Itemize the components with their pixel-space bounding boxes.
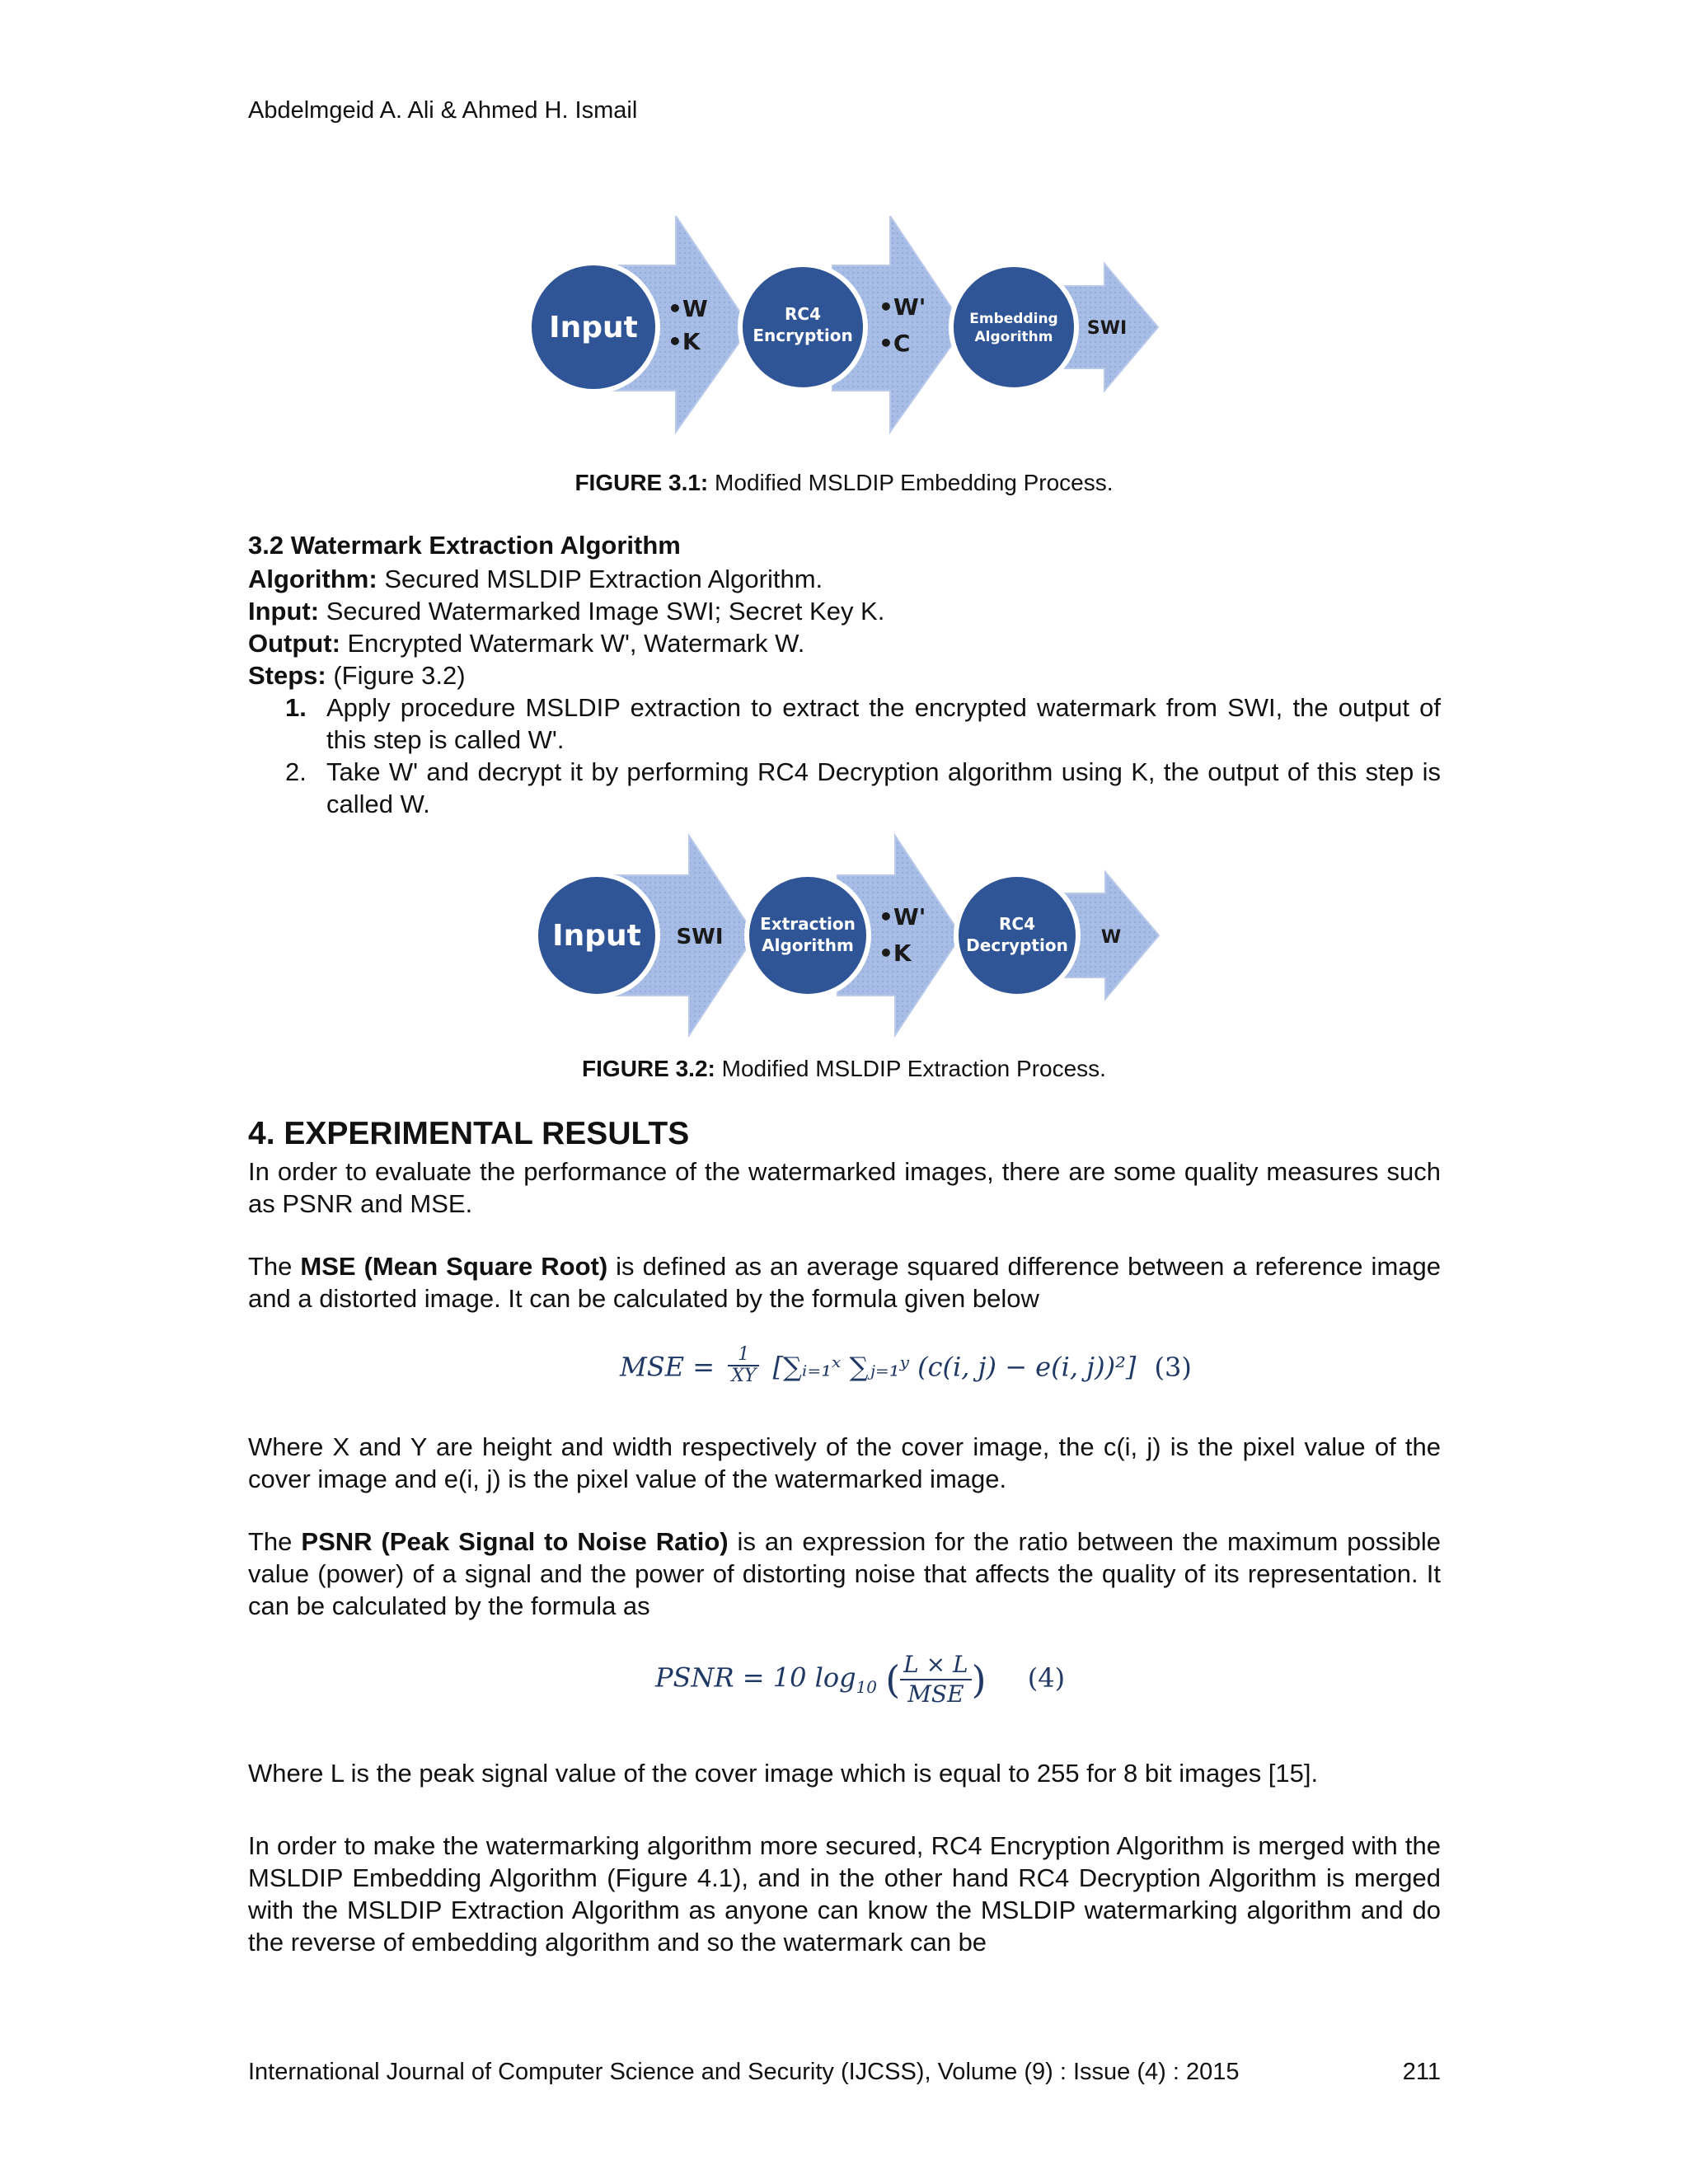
extraction-label: Extraction	[760, 914, 856, 934]
mse-lhs: MSE =	[620, 1351, 715, 1383]
step-1: 1. Apply procedure MSLDIP extraction to extract the encrypted watermark from SWI, the output of this step is called W'.	[285, 693, 1441, 754]
embedding-algorithm-circle	[951, 265, 1076, 390]
figure-3-2-caption	[0, 1056, 1688, 1082]
w-label: W	[1100, 927, 1122, 948]
running-header: Abdelmgeid A. Ali & Ahmed H. Ismail	[248, 97, 638, 124]
step-2: 2. Take W' and decrypt it by performing RC4 Decryption algorithm using K, the output of this step is called W.	[285, 757, 1441, 818]
bullet-k: •K	[879, 940, 912, 967]
input-label: Input	[549, 311, 638, 344]
figure-3-1-caption	[0, 470, 1688, 496]
bullet-w-prime: •W'	[879, 903, 926, 930]
mse-formula	[620, 1344, 1192, 1390]
algorithm-label: Algorithm	[762, 935, 854, 955]
bullet-k: •K	[668, 328, 701, 355]
caption-text: Modified MSLDIP Embedding Process.	[708, 470, 1114, 495]
intro-paragraph: In order to evaluate the performance of the watermarked images, there are some quality measures such as PSNR and MSE.	[248, 1157, 1441, 1218]
embedding-label: Embedding	[969, 311, 1058, 327]
algorithm-line: Algorithm: Secured MSLDIP Extraction Algorithm.	[248, 565, 823, 593]
page-number: 211	[1402, 2059, 1441, 2085]
decryption-label: Decryption	[966, 935, 1068, 955]
swi-label: SWI	[676, 925, 724, 949]
steps-line: Steps: (Figure 3.2)	[248, 661, 466, 690]
mse-eq-number: (3)	[1154, 1351, 1192, 1383]
closing-paragraph: In order to make the watermarking algorithm more secured, RC4 Encryption Algorithm is merged with the MSLDIP Embedding Algorithm (Figure 4.1), and in the other hand RC4 Decryption Algorithm is merged with the MSLDIP Extraction Algorithm as anyone can know the MSLDIP watermarking algorithm and do the reverse of embedding algorithm and so the watermark can be	[248, 1831, 1441, 1957]
algorithm-label: Algorithm	[974, 329, 1053, 345]
mse-body: [∑ᵢ₌₁ˣ ∑ⱼ₌₁ʸ (c(i, j) − e(i, j))²]	[772, 1351, 1137, 1383]
psnr-where-paragraph: Where L is the peak signal value of the cover image which is equal to 255 for 8 bit images [15].	[248, 1759, 1319, 1788]
input-label: Input	[552, 919, 641, 953]
psnr-eq-number: (4)	[1027, 1661, 1066, 1694]
rc4-label: RC4	[999, 914, 1035, 934]
psnr-formula: PSNR = 10 $\log_{10}$ ( L × L MSE ) (4)	[655, 1651, 1066, 1708]
input-line: Input: Secured Watermarked Image SWI; Secret Key K.	[248, 597, 885, 626]
output-line: Output: Encrypted Watermark W', Watermark W.	[248, 629, 805, 658]
psnr-lhs: PSNR = 10 log	[655, 1661, 856, 1694]
mse-fraction: $\frac{1}{XY}$	[728, 1345, 759, 1386]
figure-3-2-diagram	[524, 826, 1184, 1048]
caption-label: FIGURE 3.1:	[574, 470, 709, 495]
mse-where-paragraph: Where X and Y are height and width respectively of the cover image, the c(i, j) is the pixel value of the cover image and e(i, j) is the pixel value of the watermarked image.	[248, 1432, 1441, 1493]
encryption-label: Encryption	[753, 326, 853, 345]
section-heading: 3.2 Watermark Extraction Algorithm	[248, 531, 681, 560]
swi-label: SWI	[1086, 318, 1128, 339]
bullet-c: •C	[879, 330, 911, 357]
caption-label: FIGURE 3.2:	[582, 1056, 715, 1081]
section-4-heading: 4. EXPERIMENTAL RESULTS	[248, 1116, 690, 1151]
psnr-sub: 10	[856, 1676, 878, 1697]
mse-paragraph: The MSE (Mean Square Root) is defined as an average squared difference between a reference image and a distorted image. It can be calculated by the formula given below	[248, 1252, 1441, 1313]
journal-footer: International Journal of Computer Science and Security (IJCSS), Volume (9) : Issue (4) : 2015	[248, 2059, 1240, 2085]
bullet-w-prime: •W'	[879, 293, 926, 321]
caption-text: Modified MSLDIP Extraction Process.	[715, 1056, 1106, 1081]
steps-list	[285, 691, 1441, 820]
psnr-paragraph: The PSNR (Peak Signal to Noise Ratio) is an expression for the ratio between the maximum possible value (power) of a signal and the power of distorting noise that affects the quality of its representation. It can be calculated by the formula as	[248, 1527, 1441, 1620]
rc4-label: RC4	[785, 304, 821, 324]
figure-3-1-diagram	[519, 216, 1179, 438]
bullet-w: •W	[668, 295, 708, 322]
psnr-fraction: L × L MSE	[900, 1651, 971, 1708]
